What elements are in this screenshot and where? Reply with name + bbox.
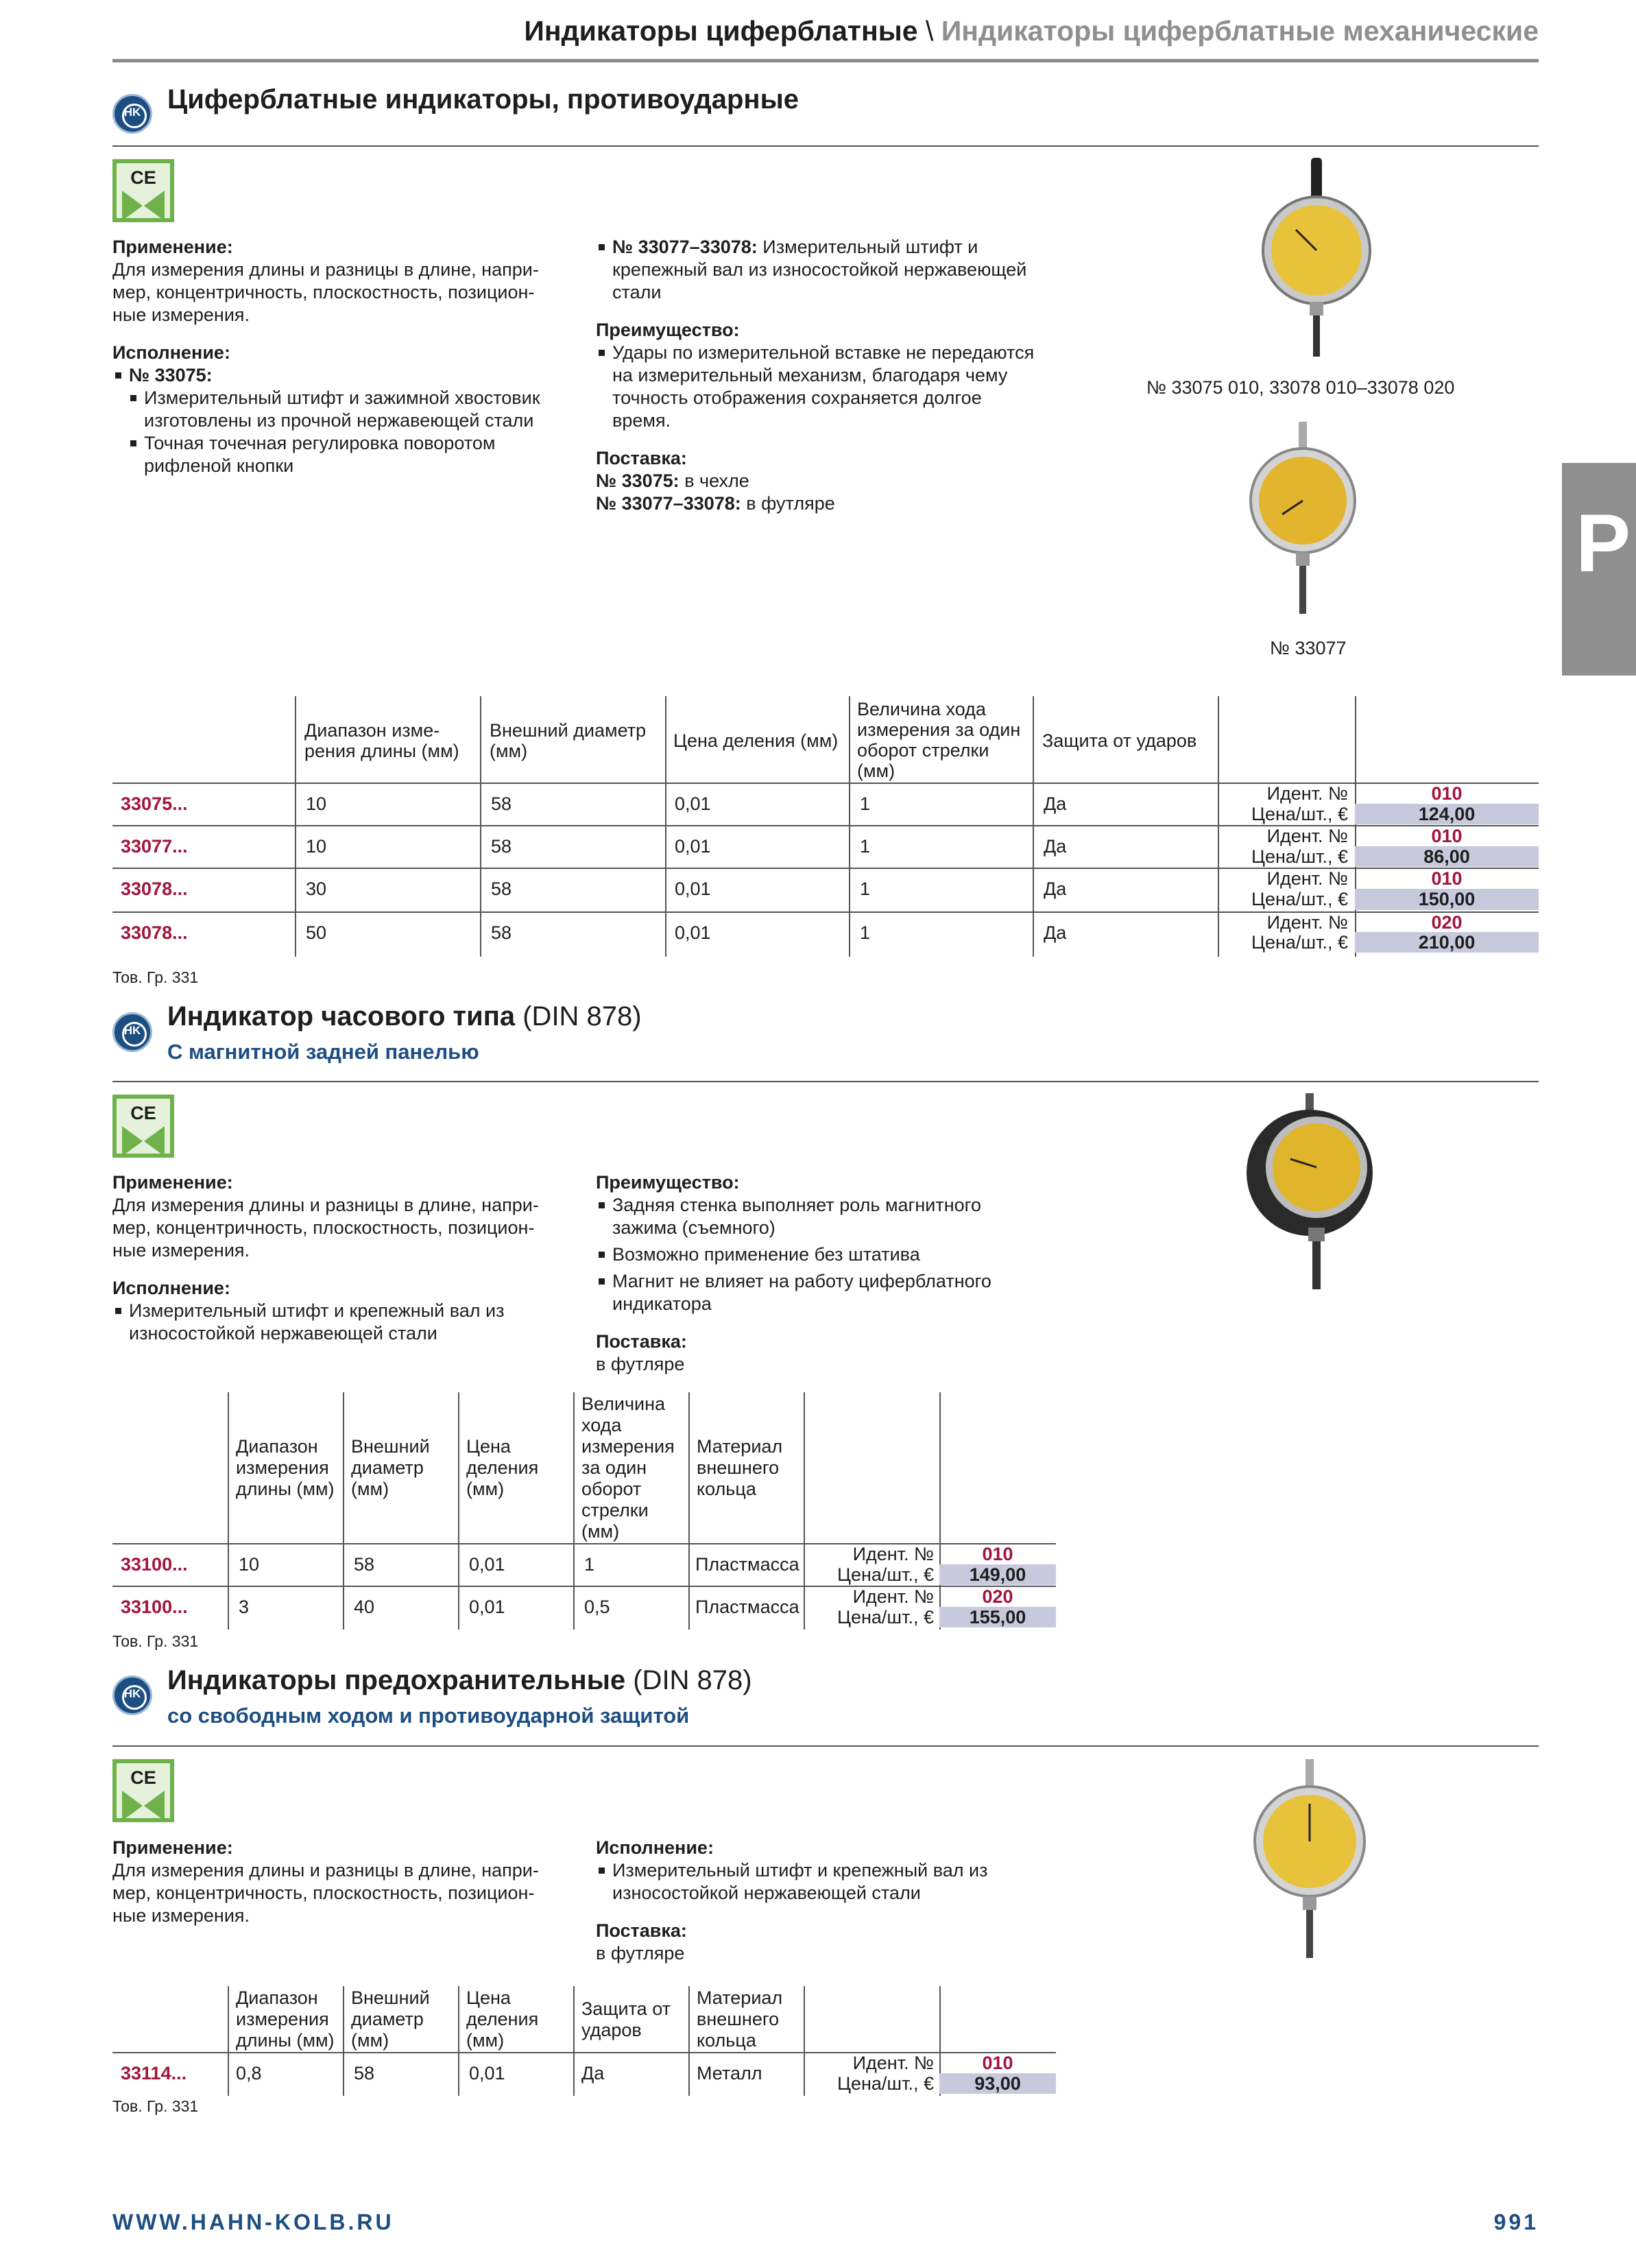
- price-value: 155,00: [969, 1607, 1026, 1627]
- table-cell: 30: [306, 879, 327, 899]
- section2-left-text: [112, 1171, 565, 1345]
- brand-logo-icon: HK: [112, 1675, 152, 1715]
- article-number[interactable]: 33114...: [121, 2063, 187, 2084]
- price-value: 150,00: [1418, 889, 1476, 909]
- execution-subitem-line: Точная точечная регулировка поворотом: [144, 433, 496, 453]
- column-header: Внешний диаметр (мм): [351, 1436, 430, 1499]
- column-header: Материал внешнего кольца: [697, 1988, 783, 2051]
- id-number[interactable]: 020: [1431, 912, 1463, 933]
- delivery-heading: Поставка:: [596, 1920, 687, 1941]
- delivery-heading: Поставка:: [596, 448, 687, 468]
- ce-label: CE: [130, 1767, 156, 1788]
- header-separator: \: [926, 15, 934, 47]
- advantage-line: Удары по измерительной вставке не передаются: [612, 342, 1035, 363]
- table-cell: 58: [354, 1554, 375, 1575]
- execution-item: [112, 1300, 565, 1345]
- section-title-main: Индикатор часового типа: [167, 1001, 516, 1031]
- advantage-heading: Преимущество:: [596, 1172, 740, 1193]
- table-cell: 0,01: [675, 879, 711, 899]
- advantage-heading: Преимущество:: [596, 320, 740, 340]
- application-line: ные измерения.: [112, 1905, 250, 1926]
- column-header: Цена деления (мм): [466, 1988, 539, 2051]
- section1-left-text: [112, 236, 565, 477]
- section-subtitle: С магнитной задней панелью: [167, 1040, 479, 1064]
- table-cell: 10: [306, 836, 327, 857]
- table-cell: 0,01: [469, 1597, 505, 1617]
- delivery-item-number: № 33077–33078:: [596, 493, 741, 514]
- product-table: [112, 1392, 1056, 1630]
- article-number[interactable]: 33078...: [121, 879, 188, 899]
- application-heading: Применение:: [112, 237, 233, 257]
- execution-line: износостойкой нержавеющей стали: [612, 1883, 921, 1903]
- advantage-line: индикатора: [612, 1293, 712, 1314]
- advantage-line: время.: [612, 410, 671, 431]
- table-cell: 0,8: [236, 2063, 262, 2084]
- product-group-note: Тов. Гр. 331: [112, 968, 199, 986]
- section-title-norm: (DIN 878): [633, 1665, 752, 1695]
- execution-heading: Исполнение:: [112, 342, 230, 363]
- application-heading: Применение:: [112, 1837, 233, 1858]
- column-header: Диапазон измерения длины (мм): [236, 1988, 335, 2051]
- section-subtitle: со свободным ходом и противоударной защитой: [167, 1704, 690, 1728]
- section3-right-text: [596, 1837, 1076, 1965]
- execution-item: № 33075:: [112, 364, 565, 387]
- section1-right-text: [596, 236, 1076, 515]
- id-number[interactable]: 020: [982, 1586, 1013, 1607]
- ce-mark-icon: [112, 1095, 174, 1158]
- table-cell: Да: [1044, 922, 1067, 943]
- section-rule: [112, 1081, 1539, 1082]
- article-number[interactable]: 33100...: [121, 1554, 188, 1575]
- execution-heading: Исполнение:: [112, 1278, 230, 1298]
- table-cell: Пластмасса: [695, 1597, 799, 1617]
- advantage-line: Магнит не влияет на работу циферблатного: [612, 1271, 991, 1291]
- advantage-item: [596, 342, 1076, 432]
- table-cell: 0,01: [675, 836, 711, 857]
- safety-dial-indicator-image: [1248, 1756, 1371, 1968]
- brand-logo-icon: HK: [112, 1012, 152, 1052]
- application-line: мер, концентричность, плоскостность, позицион-: [112, 1217, 535, 1238]
- table-cell: 0,01: [469, 1554, 505, 1575]
- image-caption: № 33077: [1270, 638, 1347, 658]
- product-table: [112, 1986, 1056, 2096]
- product-group-note: Тов. Гр. 331: [112, 1632, 199, 1650]
- column-header: Материал внешнего кольца: [697, 1436, 783, 1499]
- id-label: Идент. №: [852, 1586, 934, 1607]
- image-caption: № 33075 010, 33078 010–33078 020: [1146, 377, 1455, 398]
- ce-mark-icon: [112, 1759, 174, 1822]
- column-header: Защита от ударов: [1042, 730, 1197, 751]
- delivery-item-text: в футляре: [746, 493, 835, 514]
- table-cell: 10: [306, 793, 327, 814]
- magnetic-dial-indicator-image: [1241, 1090, 1378, 1296]
- column-header: Диапазон измерения длины (мм): [236, 1436, 335, 1499]
- application-line: Для измерения длины и разницы в длине, напри-: [112, 259, 539, 280]
- article-number[interactable]: 33075...: [121, 793, 188, 814]
- ce-label: CE: [130, 167, 156, 188]
- product-table: [112, 696, 1539, 957]
- execution-item: [596, 236, 1076, 304]
- table-cell: 58: [491, 836, 512, 857]
- section-title-norm: (DIN 878): [522, 1001, 642, 1031]
- section-title-main: Индикаторы предохранительные: [167, 1665, 626, 1695]
- application-line: мер, концентричность, плоскостность, позицион-: [112, 282, 535, 302]
- advantage-line: Возможно применение без штатива: [612, 1244, 920, 1265]
- execution-subitem: [112, 387, 565, 432]
- table-cell: 58: [491, 879, 512, 899]
- dial-indicator-image: [1248, 418, 1358, 624]
- item-text: Измерительный штифт и: [762, 237, 978, 257]
- header-rule: [112, 59, 1539, 62]
- page-header: [524, 15, 1539, 47]
- section-tab[interactable]: [1562, 463, 1636, 676]
- column-header: Величина хода измерения за один оборот стрелки (мм): [581, 1394, 675, 1542]
- header-subcategory: Индикаторы циферблатные механические: [941, 15, 1539, 47]
- execution-item: [596, 1859, 1076, 1905]
- price-value: 93,00: [974, 2073, 1021, 2094]
- id-label: Идент. №: [1266, 912, 1348, 933]
- execution-subitem: [112, 432, 565, 477]
- execution-subitem-line: Измерительный штифт и зажимной хвостовик: [144, 387, 540, 408]
- item-text: крепежный вал из износостойкой нержавеющей: [612, 259, 1027, 280]
- table-cell: Да: [581, 2063, 605, 2084]
- advantage-item: [596, 1243, 1076, 1266]
- ce-mark-icon: [112, 159, 174, 222]
- id-number[interactable]: 010: [1431, 783, 1463, 804]
- section-title: [167, 1665, 752, 1696]
- page-number: 991: [1493, 2210, 1539, 2234]
- product-group-note: Тов. Гр. 331: [112, 2097, 199, 2115]
- column-header: Защита от ударов: [581, 1998, 671, 2040]
- table-cell: 50: [306, 922, 327, 943]
- delivery-text: в футляре: [596, 1354, 685, 1374]
- section-title: Циферблатные индикаторы, противоударные: [167, 84, 799, 115]
- article-number[interactable]: 33078...: [121, 922, 188, 943]
- column-header: Величина хода измерения за один оборот стрелки (мм): [857, 699, 1021, 781]
- table-cell: 3: [239, 1597, 250, 1617]
- ce-label: CE: [130, 1103, 156, 1123]
- advantage-line: точность отображения сохраняется долгое: [612, 387, 982, 408]
- column-header: Внешний диаметр (мм): [490, 720, 647, 761]
- delivery-text: в футляре: [596, 1943, 685, 1963]
- footer-website-link[interactable]: WWW.HAHN-KOLB.RU: [112, 2210, 394, 2234]
- id-label: Идент. №: [852, 1544, 934, 1564]
- application-heading: Применение:: [112, 1172, 233, 1193]
- table-cell: Металл: [697, 2063, 762, 2084]
- advantage-line: зажима (съемного): [612, 1217, 775, 1238]
- id-label: Идент. №: [852, 2053, 934, 2073]
- price-label: Цена/шт., €: [1251, 932, 1348, 953]
- section-rule: [112, 145, 1539, 147]
- price-label: Цена/шт., €: [837, 2073, 934, 2094]
- table-cell: 0,5: [584, 1597, 610, 1617]
- table-cell: 0,01: [675, 793, 711, 814]
- table-cell: 58: [491, 922, 512, 943]
- advantage-line: Задняя стенка выполняет роль магнитного: [612, 1195, 981, 1215]
- column-header: Диапазон изме- рения длины (мм): [304, 720, 459, 761]
- price-label: Цена/шт., €: [837, 1607, 934, 1627]
- dial-indicator-image: [1248, 154, 1385, 367]
- price-label: Цена/шт., €: [837, 1564, 934, 1585]
- table-cell: 58: [354, 2063, 375, 2084]
- table-cell: 1: [860, 793, 871, 814]
- delivery-heading: Поставка:: [596, 1331, 687, 1352]
- delivery-item-number: № 33075:: [596, 470, 679, 491]
- article-number[interactable]: 33077...: [121, 836, 188, 857]
- execution-heading: Исполнение:: [596, 1837, 714, 1858]
- table-cell: 1: [860, 836, 871, 857]
- advantage-item: [596, 1194, 1076, 1239]
- price-label: Цена/шт., €: [1251, 889, 1348, 909]
- brand-logo-icon: HK: [112, 94, 152, 134]
- header-category: Индикаторы циферблатные: [524, 15, 918, 47]
- application-line: Для измерения длины и разницы в длине, напри-: [112, 1195, 539, 1215]
- table-cell: Да: [1044, 879, 1067, 899]
- id-label: Идент. №: [1266, 868, 1348, 889]
- table-cell: Да: [1044, 836, 1067, 857]
- table-cell: Пластмасса: [695, 1554, 799, 1575]
- advantage-line: на измерительный механизм, благодаря чему: [612, 365, 1008, 385]
- price-value: 210,00: [1418, 932, 1476, 953]
- execution-subitem-line: рифленой кнопки: [144, 455, 294, 476]
- id-number[interactable]: 010: [1431, 826, 1463, 846]
- application-line: Для измерения длины и разницы в длине, напри-: [112, 1860, 539, 1881]
- execution-line: износостойкой нержавеющей стали: [129, 1323, 437, 1344]
- section-tab-letter: P: [1576, 497, 1631, 589]
- item-text: стали: [612, 282, 662, 302]
- article-number[interactable]: 33100...: [121, 1597, 188, 1617]
- table-cell: 0,01: [675, 922, 711, 943]
- advantage-item: [596, 1270, 1076, 1315]
- execution-subitem-line: изготовлены из прочной нержавеющей стали: [144, 410, 534, 431]
- section-rule: [112, 1745, 1539, 1747]
- price-value: 124,00: [1418, 804, 1476, 824]
- execution-line: Измерительный штифт и крепежный вал из: [612, 1860, 988, 1881]
- price-value: 149,00: [969, 1564, 1026, 1585]
- id-number[interactable]: 010: [1431, 868, 1463, 889]
- section-title: [167, 1001, 642, 1032]
- application-line: ные измерения.: [112, 305, 250, 325]
- delivery-item-text: в чехле: [684, 470, 749, 491]
- id-label: Идент. №: [1266, 826, 1348, 846]
- column-header: Цена деления (мм): [673, 730, 839, 751]
- item-number: № 33077–33078:: [612, 237, 758, 257]
- column-header: Внешний диаметр (мм): [351, 1988, 430, 2051]
- price-value: 86,00: [1423, 846, 1470, 867]
- price-label: Цена/шт., €: [1251, 804, 1348, 824]
- section2-right-text: [596, 1171, 1076, 1376]
- table-cell: 40: [354, 1597, 375, 1617]
- application-line: мер, концентричность, плоскостность, позицион-: [112, 1883, 535, 1903]
- table-cell: 1: [860, 879, 871, 899]
- column-header: Цена деления (мм): [466, 1436, 539, 1499]
- price-label: Цена/шт., €: [1251, 846, 1348, 867]
- table-cell: Да: [1044, 793, 1067, 814]
- table-cell: 0,01: [469, 2063, 505, 2084]
- section3-left-text: [112, 1837, 565, 1927]
- table-cell: 58: [491, 793, 512, 814]
- table-cell: 1: [860, 922, 871, 943]
- execution-line: Измерительный штифт и крепежный вал из: [129, 1300, 505, 1321]
- id-number[interactable]: 010: [982, 1544, 1013, 1564]
- id-label: Идент. №: [1266, 783, 1348, 804]
- table-cell: 10: [239, 1554, 260, 1575]
- application-line: ные измерения.: [112, 1240, 250, 1261]
- id-number[interactable]: 010: [982, 2053, 1013, 2073]
- table-cell: 1: [584, 1554, 595, 1575]
